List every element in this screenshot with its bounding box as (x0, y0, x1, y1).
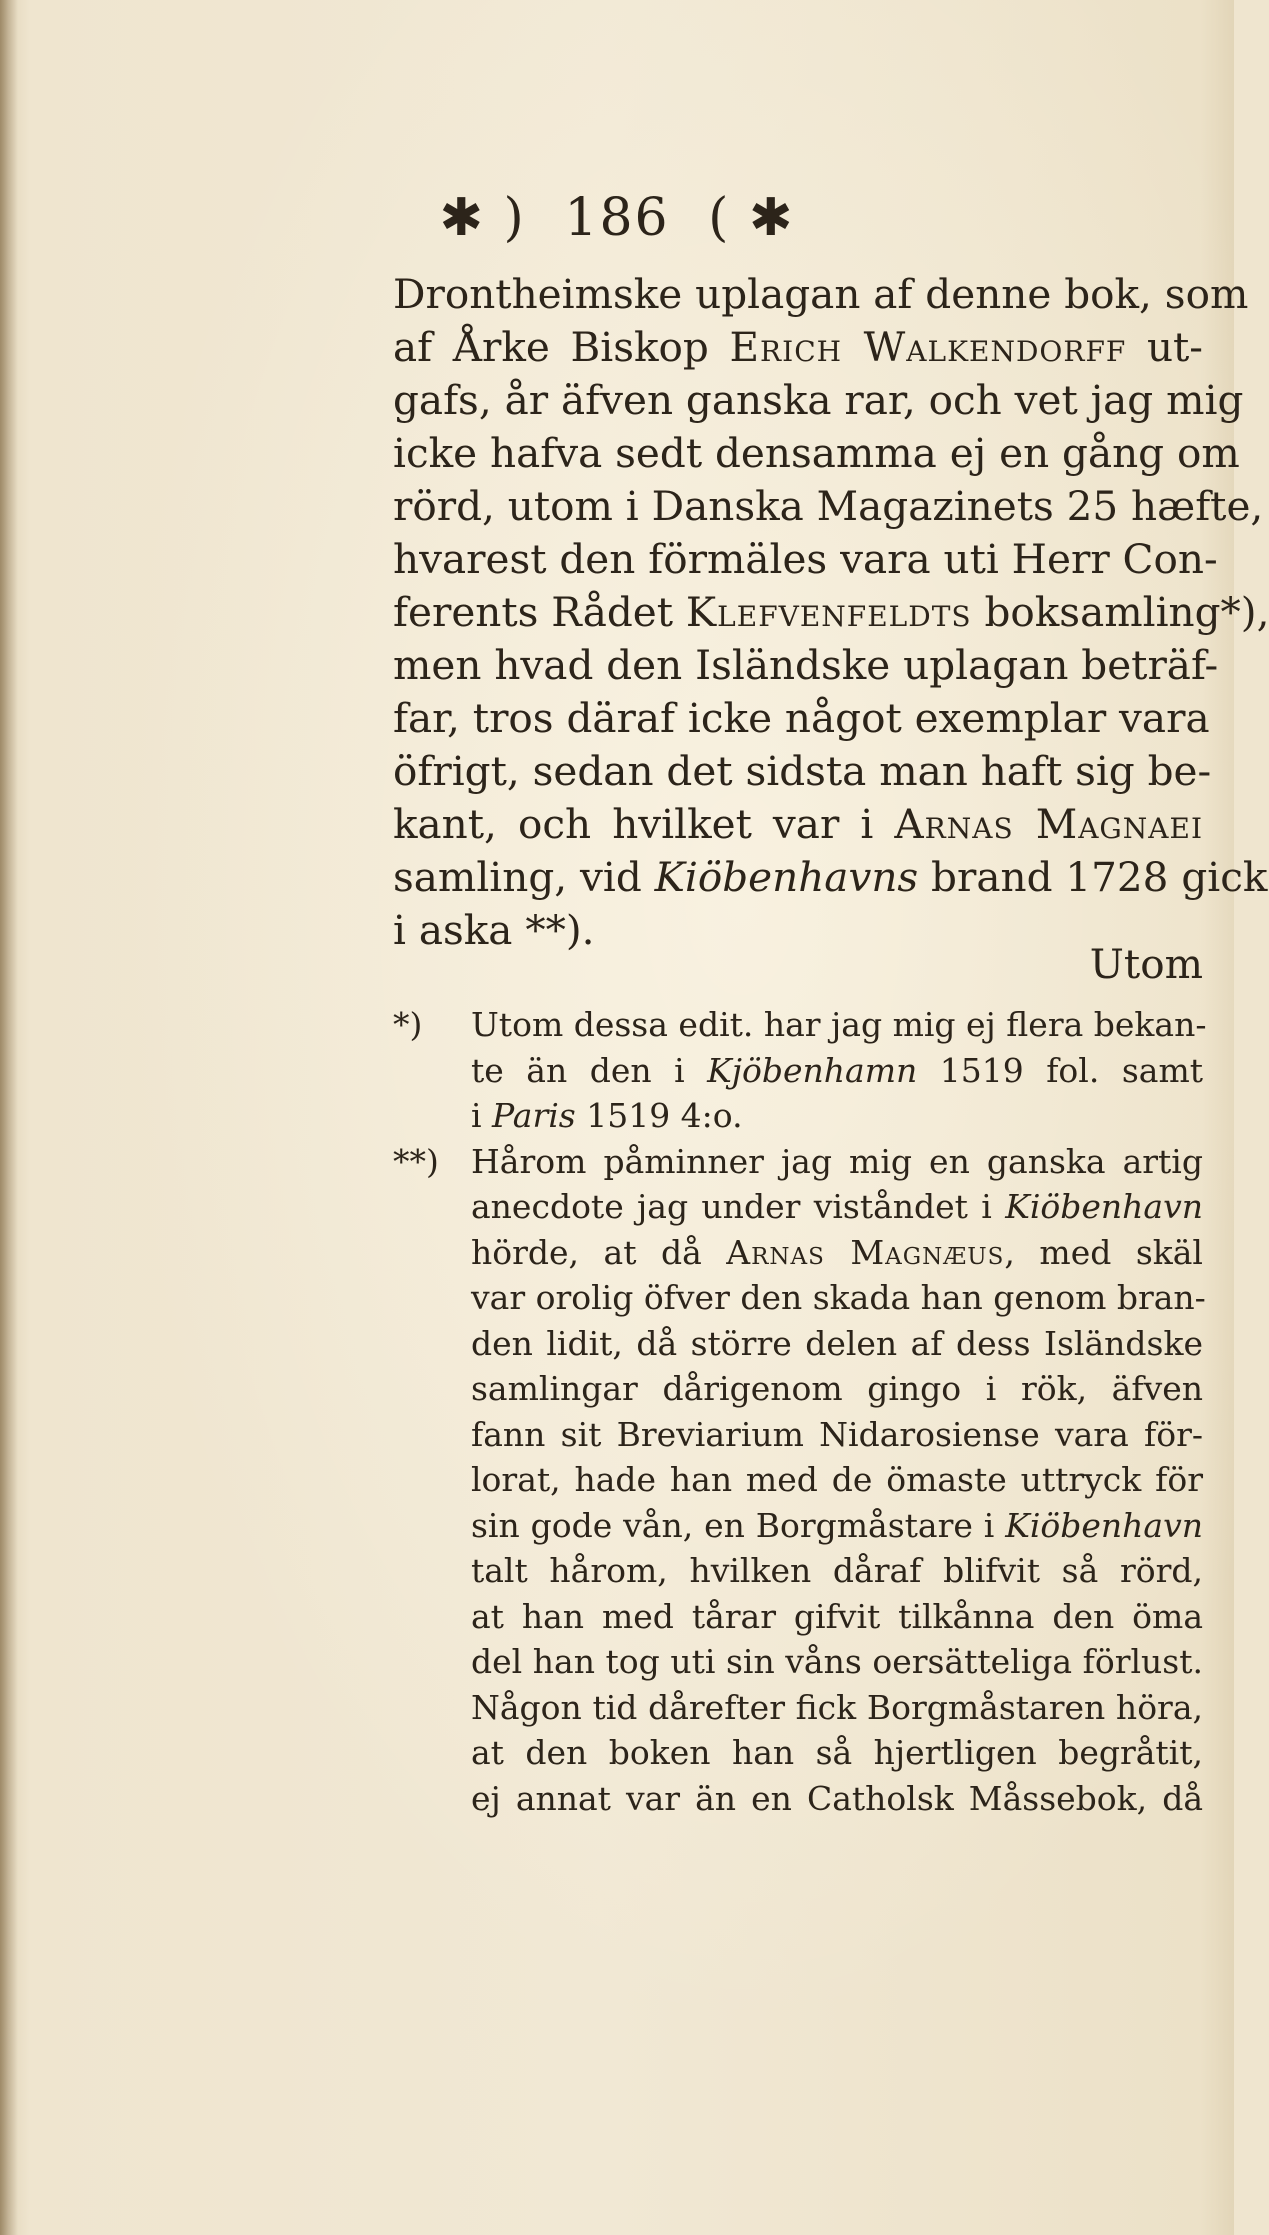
footnote-line: Någon tid dårefter fick Borgmåstaren höra, (471, 1687, 1203, 1727)
text-line: hvarest den förmäles vara uti Herr Con- (393, 535, 1218, 583)
text-span: 1519 fol. samt (917, 1050, 1203, 1090)
footnote-line: samlingar dårigenom gingo i rök, äfven (471, 1369, 1203, 1408)
text-line (393, 321, 1203, 374)
footnote-line: del han tog uti sin våns oersätteliga förlust. (471, 1642, 1203, 1681)
text-span: te än den i (471, 1050, 708, 1090)
text-line: men hvad den Isländske uplagan beträf- (393, 641, 1219, 689)
text-span: brand 1728 gick (918, 853, 1268, 901)
text-span: sin gode vån, en Borgmåstare i (471, 1505, 1006, 1545)
header-left-ornament: ✱ ) (439, 188, 526, 248)
footnote-line (393, 1184, 1203, 1230)
catchword: Utom (1089, 940, 1203, 988)
place-name: Kiöbenhavns (654, 853, 919, 901)
footnote-line: at han med tårar gifvit tilkånna den öma (471, 1596, 1203, 1636)
person-name: Klefvenfeldts (685, 588, 972, 636)
text-span: anecdote jag under viståndet i (471, 1187, 1006, 1226)
main-text (393, 268, 1269, 957)
footnote-marker: *) (393, 1005, 423, 1044)
footnote-line: ej annat var än en Catholsk Måssebok, då (471, 1778, 1203, 1818)
text-line: gafs, år äfven ganska rar, och vet jag mig (393, 376, 1244, 424)
text-span: ut- (1126, 323, 1203, 371)
text-span: Hårom påminner jag mig en ganska artig (471, 1141, 1203, 1181)
text-span: boksamling*), (971, 588, 1269, 636)
text-line (393, 851, 1268, 904)
footnote-line (393, 1139, 1203, 1185)
page-header (0, 188, 1234, 248)
text-line (393, 586, 1269, 639)
footnote-line: den lidit, då större delen af dess Isländske (471, 1323, 1203, 1363)
footnote-line (393, 1230, 1203, 1276)
text-span: i (471, 1096, 493, 1135)
footnote-line (393, 1093, 1203, 1139)
footnote-line: talt hårom, hvilken dåraf blifvit så rörd, (471, 1551, 1203, 1590)
text-line: far, tros däraf icke något exemplar vara (393, 694, 1210, 742)
text-span: 1519 4:o. (575, 1096, 743, 1135)
footnote-line: fann sit Breviarium Nidarosiense vara för- (471, 1414, 1203, 1454)
footnotes (393, 1002, 1207, 1821)
footnote-line (393, 1002, 1207, 1048)
text-line: icke hafva sedt densamma ej en gång om (393, 429, 1240, 477)
place-name: Kiöbenhavn (1005, 1505, 1203, 1545)
text-span: af Årke Biskop (393, 323, 730, 371)
text-line: i aska **). (393, 906, 595, 954)
place-name: Kiöbenhavn (1005, 1187, 1203, 1226)
footnote-line (393, 1503, 1203, 1549)
text-line: öfrigt, sedan det sidsta man haft sig be- (393, 747, 1212, 795)
text-span: ferents Rådet (393, 588, 686, 636)
text-span: Utom dessa edit. har jag mig ej flera bekan- (471, 1005, 1207, 1044)
page-number: 186 (564, 188, 670, 248)
footnote-line: lorat, hade han med de ömaste uttryck för (471, 1460, 1203, 1499)
person-name: Erich Walkendorff (729, 323, 1127, 371)
footnote-marker: **) (393, 1141, 439, 1181)
text-line (393, 798, 1203, 851)
text-line: rörd, utom i Danska Magazinets 25 hæfte, (393, 482, 1264, 530)
text-span: hörde, at då (471, 1232, 727, 1272)
person-name: Arnas Magnæus (726, 1232, 1005, 1272)
place-name: Kjöbenhamn (707, 1050, 918, 1090)
footnote-line: at den boken han så hjertligen begråtit, (471, 1733, 1203, 1772)
header-right-ornament: ( ✱ (708, 188, 795, 248)
place-name: Paris (492, 1096, 576, 1135)
text-span: kant, och hvilket var i (393, 800, 895, 848)
footnote-line (393, 1048, 1203, 1094)
person-name: Arnas Magnaei (894, 800, 1204, 848)
text-span: , med skäl (1004, 1232, 1203, 1272)
text-span: samling, vid (393, 853, 655, 901)
footnote-line: var orolig öfver den skada han genom bran- (471, 1278, 1206, 1317)
spine-shadow (0, 0, 18, 2235)
text-line: Drontheimske uplagan af denne bok, som (393, 270, 1249, 318)
